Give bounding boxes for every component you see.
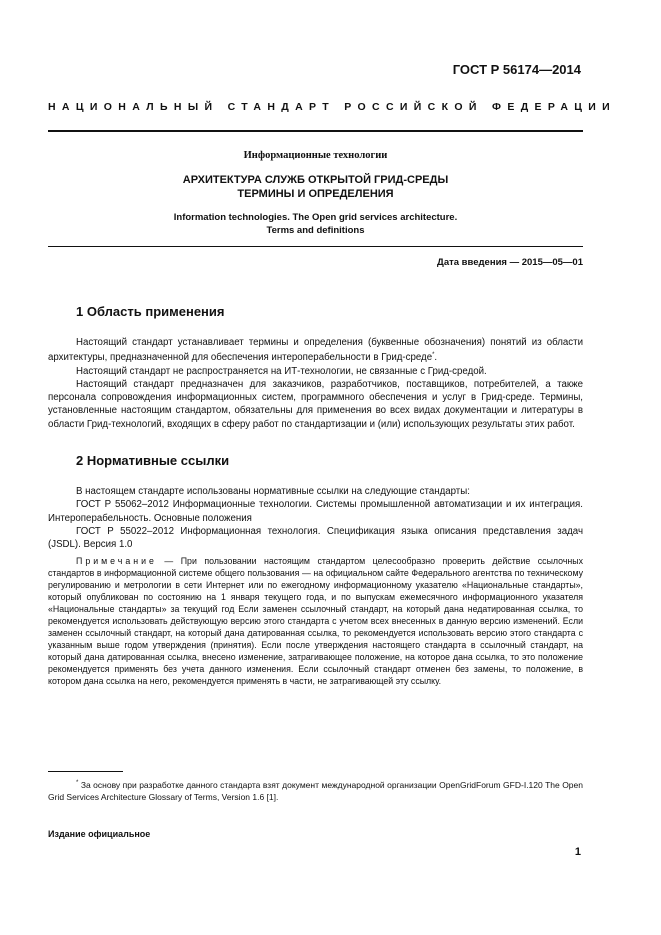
introduction-date: Дата введения — 2015—05—01 <box>437 257 583 268</box>
standard-heading: НАЦИОНАЛЬНЫЙ СТАНДАРТ РОССИЙСКОЙ ФЕДЕРАЦИИ <box>48 101 617 113</box>
footnote-rule <box>48 771 123 772</box>
note-label: Примечание <box>76 556 157 567</box>
edition-label: Издание официальное <box>48 829 151 839</box>
section-normative-references <box>48 454 583 687</box>
title-line-1: АРХИТЕКТУРА СЛУЖБ ОТКРЫТОЙ ГРИД-СРЕДЫ <box>182 174 449 186</box>
document-number: ГОСТ Р 56174—2014 <box>452 62 581 77</box>
section-2-reference-2: ГОСТ Р 55022–2012 Информационная технология. Спецификация языка описания представления задач (JSDL). Версия 1.0 <box>48 525 583 551</box>
document-title <box>48 173 583 201</box>
section-scope <box>48 305 583 431</box>
title-rule <box>48 246 583 247</box>
footnote <box>48 777 583 803</box>
title-en-line-1: Information technologies. The Open grid services architecture. <box>173 212 458 223</box>
section-1-paragraph-1: Настоящий стандарт устанавливает термины и определения (буквенные обозначения) понятий из области архитектуры, предназначенной для обеспечения интероперабельности в Грид-среде*. <box>48 337 583 364</box>
section-1-title: 1 Область применения <box>76 304 225 319</box>
footnote-text: За основу при разработке данного стандарта взят документ международной организации OpenGridForum GFD-I.120 The Open Grid Services Architecture Glossary of Terms, Version 1.6 [1]. <box>48 779 583 802</box>
subject-line: Информационные технологии <box>243 150 388 161</box>
section-2-title: 2 Нормативные ссылки <box>76 453 230 468</box>
footnote-mark: * <box>76 780 79 786</box>
page-number: 1 <box>574 846 581 858</box>
section-1-paragraph-3: Настоящий стандарт предназначен для заказчиков, разработчиков, поставщиков, потребителей, а также персонала сопровождения информационных систем, программного обеспечения и услуг в Грид-среде. Термины, установленные настоящим стандартом, обязательны для применения во всех видах документации и литературы в области Грид-технологий, входящих в сферу работ по стандартизации и (или) использующих результаты этих работ. <box>48 379 583 430</box>
section-1-paragraph-2: Настоящий стандарт не распространяется на ИТ-технологии, не связанные с Грид-средой. <box>76 365 487 377</box>
header-rule <box>48 130 583 132</box>
section-2-note <box>48 555 583 687</box>
title-line-2: ТЕРМИНЫ И ОПРЕДЕЛЕНИЯ <box>237 188 394 200</box>
footnote-reference[interactable]: * <box>432 352 435 359</box>
title-en-line-2: Terms and definitions <box>266 224 365 236</box>
note-text: — При пользовании настоящим стандартом целесообразно проверить действие ссылочных стандартов в информационной системе общего пользования — на официальном сайте Федерального агентства по техническому регулированию и метрологии в сети Интернет или по ежегодному информационному указателю «Национальные стандарты», который опубликован по состоянию на 1 января текущего года, и по выпускам ежемесячного информационного указателя «Национальные стандарты» за текущий год Если заменен ссылочный стандарт, на который дана недатированная ссылка, то рекомендуется использовать действующую версию этого стандарта с учетом всех внесенных в данную версию изменений. Если заменен ссылочный стандарт, на который дана датированная ссылка, то рекомендуется использовать версию этого стандарта с указанным выше годом утверждения (принятия). Если после утверждения настоящего стандарта в ссылочный стандарт, на который дана датированная ссылка, внесено изменение, затрагивающее положение, на которое дана ссылка, то это положение рекомендуется применять без учета данного изменения. Если ссылочный стандарт отменен без замены, то положение, в котором дана ссылка на него, рекомендуется применять в части, не затрагивающей эту ссылку. <box>48 556 583 687</box>
section-2-paragraph-1: В настоящем стандарте использованы нормативные ссылки на следующие стандарты: <box>76 486 470 498</box>
document-title-english <box>48 212 583 237</box>
section-2-reference-1: ГОСТ Р 55062–2012 Информационные технологии. Системы промышленной автоматизации и их интеграция. Интероперабельность. Основные положения <box>48 499 583 524</box>
